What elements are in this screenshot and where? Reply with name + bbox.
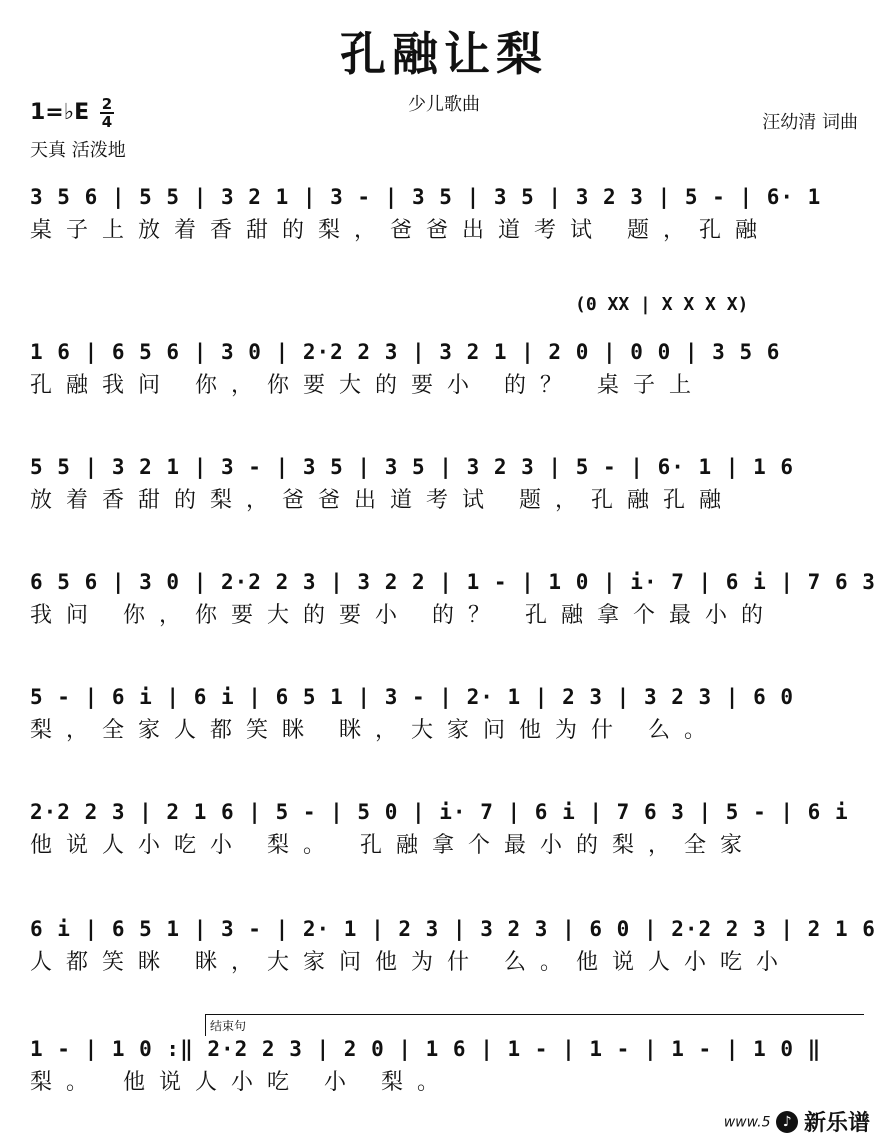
notes-row: 6 5 6 | 3 0 | 2·2 2 3 | 3 2 2 | 1 - | 1 0 | i· 7 | 6 i | 7 6 3 <box>30 570 876 594</box>
score-line-1 <box>30 180 860 248</box>
music-note-icon: ♪ <box>776 1111 798 1133</box>
notes-row: 1 6 | 6 5 6 | 3 0 | 2·2 2 3 | 3 2 1 | 2 0 | 0 0 | 3 5 6 <box>30 340 781 364</box>
time-signature-top: 2 <box>101 95 113 113</box>
lyrics-row: 他说人小吃小 梨。 孔融拿个最小的梨，全家 <box>30 833 756 858</box>
score-line-2 <box>30 335 860 403</box>
lyrics-row: 桌子上放着香甜的梨，爸爸出道考试 题，孔融 <box>30 218 771 243</box>
score-line-3 <box>30 450 860 518</box>
percussion-notes: (0 XX | X X X X) <box>575 294 749 315</box>
time-signature <box>100 96 114 130</box>
notes-row: 2·2 2 3 | 2 1 6 | 5 - | 5 0 | i· 7 | 6 i | 7 6 3 | 5 - | 6 i <box>30 800 849 824</box>
notes-row: 5 - | 6 i | 6 i | 6 5 1 | 3 - | 2· 1 | 2 3 | 3 2 3 | 6 0 <box>30 685 795 709</box>
site-url: www.5 <box>723 1114 771 1131</box>
score-line-7 <box>30 912 876 980</box>
song-subtitle: 少儿歌曲 <box>408 94 480 115</box>
lyrics-row: 放着香甜的梨，爸爸出道考试 题，孔融孔融 <box>30 488 735 513</box>
notes-row: 5 5 | 3 2 1 | 3 - | 3 5 | 3 5 | 3 2 3 | 5 - | 6· 1 | 1 6 <box>30 455 795 479</box>
lyrics-row: 梨，全家人都笑眯 眯，大家问他为什 么。 <box>30 718 720 743</box>
notes-row: 1 - | 1 0 :‖ 2·2 2 3 | 2 0 | 1 6 | 1 - | 1 - | 1 - | 1 0 ‖ <box>30 1037 822 1061</box>
score-line-8 <box>30 1032 860 1100</box>
score-line-4 <box>30 565 876 633</box>
lyrics-row: 我问 你，你要大的要小 的？ 孔融拿个最小的 <box>30 603 777 628</box>
ending-section-label: 结束句 <box>205 1014 864 1036</box>
site-name: 新乐谱 <box>803 1111 870 1136</box>
key-signature: 1=♭E <box>30 100 90 125</box>
tempo-marking: 天真 活泼地 <box>30 140 126 161</box>
notes-row: 6 i | 6 5 1 | 3 - | 2· 1 | 2 3 | 3 2 3 | 6 0 | 2·2 2 3 | 2 1 6 <box>30 917 876 941</box>
time-signature-bottom: 4 <box>101 113 113 131</box>
score-line-5 <box>30 680 860 748</box>
score-line-6 <box>30 795 860 863</box>
notes-row: 3 5 6 | 5 5 | 3 2 1 | 3 - | 3 5 | 3 5 | 3 2 3 | 5 - | 6· 1 <box>30 185 822 209</box>
lyrics-row: 人都笑眯 眯，大家问他为什 么。他说人小吃小 <box>30 950 792 975</box>
site-logo <box>724 1106 870 1137</box>
song-title: 孔融让梨 <box>340 27 548 81</box>
lyrics-row: 孔融我问 你，你要大的要小 的？ 桌子上 <box>30 373 705 398</box>
lyrics-row: 梨。 他说人小吃 小 梨。 <box>30 1070 453 1095</box>
author-credit: 汪幼清 词曲 <box>762 112 858 133</box>
